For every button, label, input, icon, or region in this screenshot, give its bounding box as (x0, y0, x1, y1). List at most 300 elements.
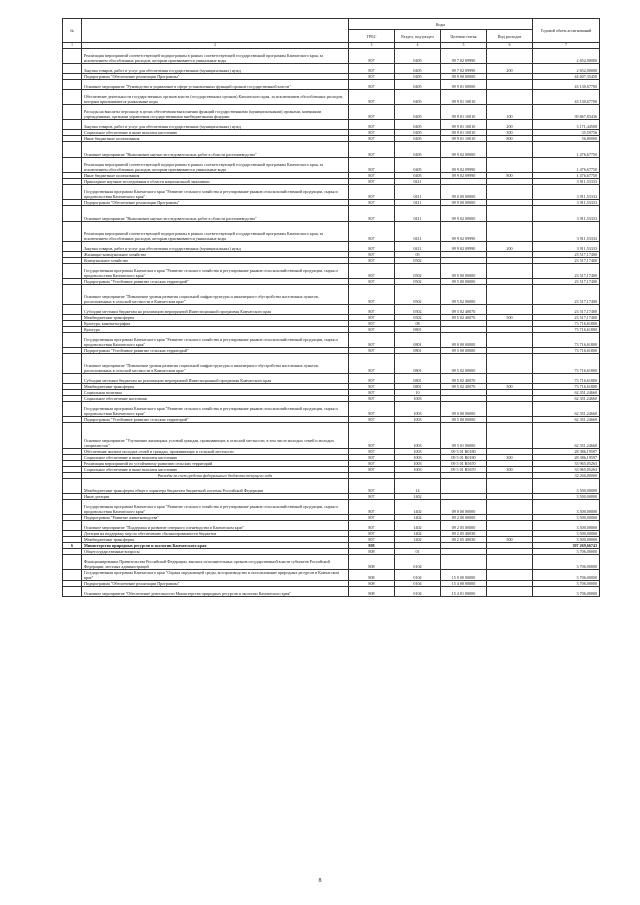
row-name: Субсидии местным бюджетам на реализацию мероприятий Инвестиционной программы Камчатского края (82, 305, 349, 315)
row-celevaya: 09 9 02 00000 (441, 206, 487, 222)
row-grbs: 807 (349, 423, 395, 449)
row-name: Закупка товаров, работ и услуг для обеспечения государственных (муниципальных) нужд (82, 120, 349, 130)
row-celevaya: 09 7 02 09990 (441, 49, 487, 64)
row-grbs: 808 (349, 587, 395, 597)
row-name: Закупка товаров, работ и услуг для обеспечения государственных (муниципальных) нужд (82, 64, 349, 74)
row-razdel: 0502 (395, 305, 441, 315)
row-grbs: 807 (349, 455, 395, 461)
row-grbs: 807 (349, 315, 395, 321)
row-sum: 3 911,53333 (533, 200, 600, 206)
row-name: Дотации на поддержку мер по обеспечению сбалансированности бюджетов (82, 531, 349, 537)
row-razdel: 0104 (395, 555, 441, 570)
row-sum: 62 351,24660 (533, 402, 600, 417)
row-celevaya: 09 5 02 40070 (441, 374, 487, 384)
row-name: Закупка товаров, работ и услуг для обеспечения государственных (муниципальных) нужд (82, 242, 349, 252)
row-name: Реализация мероприятий по устойчивому развитию сельских территорий (82, 461, 349, 467)
row-name: Государственная программа Камчатского края "Развитие сельского хозяйства и регулирование рынков сельскохозяйственной продукции, сырья и продовольствия Камчатского края" (82, 185, 349, 200)
row-celevaya: 09 5 00 00000 (441, 417, 487, 423)
header-grbs: ГРБС (349, 30, 395, 43)
row-sum: 23 517,17400 (533, 252, 600, 258)
row-celevaya: 09 5 01 00000 (441, 423, 487, 449)
row-grbs: 807 (349, 206, 395, 222)
row-grbs: 807 (349, 74, 395, 80)
row-celevaya: 09 2 05 40030 (441, 531, 487, 537)
row-grbs: 807 (349, 402, 395, 417)
row-sum: 56,80000 (533, 136, 600, 142)
row-vid (487, 479, 533, 494)
row-grbs: 807 (349, 130, 395, 136)
row-sum: 3 500,00000 (533, 500, 600, 515)
row-name: Иные бюджетные ассигнования (82, 136, 349, 142)
colnum: 6 (487, 43, 533, 49)
row-name: Обеспечение деятельности государственных органов власти (государственных органов) Камчатского края, за исключением обособленных расходов, которым присваиваются уникальные коды (82, 90, 349, 105)
row-number (63, 242, 82, 252)
row-sum: 39 867,83436 (533, 105, 600, 120)
row-vid: 500 (487, 315, 533, 321)
row-vid (487, 185, 533, 200)
table-row (63, 120, 600, 130)
row-razdel: 1402 (395, 531, 441, 537)
row-vid (487, 354, 533, 374)
row-grbs: 808 (349, 581, 395, 587)
row-razdel: 1402 (395, 494, 441, 500)
colnum: 4 (395, 43, 441, 49)
row-sum: 1 476,67750 (533, 158, 600, 173)
row-vid: 300 (487, 455, 533, 461)
row-razdel: 1003 (395, 402, 441, 417)
row-sum: 2 652,00000 (533, 49, 600, 64)
row-grbs: 807 (349, 384, 395, 390)
table-row (63, 285, 600, 305)
row-grbs: 807 (349, 64, 395, 74)
table-row (63, 90, 600, 105)
row-sum: 28 386,19597 (533, 455, 600, 461)
row-grbs: 807 (349, 500, 395, 515)
row-razdel: 1003 (395, 461, 441, 467)
row-grbs: 807 (349, 374, 395, 384)
row-celevaya: 09 2 05 00000 (441, 521, 487, 531)
row-razdel: 10 (395, 390, 441, 396)
row-sum: 1 476,67750 (533, 173, 600, 179)
row-razdel: 0502 (395, 258, 441, 264)
row-vid: 200 (487, 64, 533, 74)
row-sum: 3 911,53333 (533, 179, 600, 185)
row-razdel: 0801 (395, 327, 441, 333)
row-grbs: 807 (349, 173, 395, 179)
row-razdel: 0502 (395, 264, 441, 279)
row-celevaya: 09 2 05 40030 (441, 537, 487, 543)
row-grbs: 807 (349, 105, 395, 120)
row-grbs: 807 (349, 531, 395, 537)
row-name: Прикладные научные исследования в области национальной экономики (82, 179, 349, 185)
row-sum: 73 716,61800 (533, 374, 600, 384)
colnum: 2 (82, 43, 349, 49)
row-grbs: 807 (349, 354, 395, 374)
row-name: Расходы за счет средств федерального бюджета текущего года (82, 473, 349, 479)
table-row (63, 158, 600, 173)
row-number (63, 80, 82, 90)
row-celevaya: 09 9 02 09990 (441, 173, 487, 179)
row-grbs: 807 (349, 333, 395, 348)
row-razdel: 1402 (395, 515, 441, 521)
row-vid (487, 142, 533, 158)
row-vid: 200 (487, 242, 533, 252)
row-name: Реализация мероприятий соответствующей подпрограммы в рамках соответствующей государственной программы Камчатского края, за исключением обособленных расходов, которым присваиваются уникальные коды (82, 158, 349, 173)
row-name: Реализация мероприятий соответствующей подпрограммы в рамках соответствующей государственной программы Камчатского края, за исключением обособленных расходов, которым присваиваются уникальные коды (82, 222, 349, 242)
row-razdel: 01 (395, 549, 441, 555)
row-celevaya: 09 5 01 R0180 (441, 449, 487, 455)
table-body (63, 49, 600, 597)
row-celevaya: 09 5 02 00000 (441, 285, 487, 305)
row-name: Подпрограмма "Обеспечение реализации Программы" (82, 200, 349, 206)
row-razdel: 0104 (395, 570, 441, 581)
row-sum: 62 351,24660 (533, 417, 600, 423)
row-razdel: 0502 (395, 285, 441, 305)
row-name: Межбюджетные трансферты (82, 315, 349, 321)
row-grbs: 807 (349, 279, 395, 285)
row-razdel: 0405 (395, 136, 441, 142)
row-razdel: 0104 (395, 581, 441, 587)
row-name: Основное мероприятие "Руководство и управление в сфере установленных функций органов государственной власти" (82, 80, 349, 90)
row-razdel: 0502 (395, 315, 441, 321)
row-vid: 100 (487, 105, 533, 120)
row-vid: 800 (487, 136, 533, 142)
row-sum: 32 266,80000 (533, 473, 600, 479)
row-vid: 500 (487, 537, 533, 543)
table-row (63, 555, 600, 570)
row-celevaya: 09 5 01 R5670 (441, 467, 487, 473)
row-grbs: 807 (349, 258, 395, 264)
row-razdel: 0405 (395, 80, 441, 90)
table-row (63, 64, 600, 74)
row-sum: 3 171,44508 (533, 120, 600, 130)
row-razdel: 0411 (395, 242, 441, 252)
row-razdel: 1003 (395, 449, 441, 455)
row-grbs: 807 (349, 80, 395, 90)
row-name: Субсидии местным бюджетам на реализацию мероприятий Инвестиционной программы Камчатского края (82, 374, 349, 384)
row-celevaya (441, 479, 487, 494)
row-sum: 3 500,00000 (533, 521, 600, 531)
row-name: Обеспечение жильем молодых семей и граждан, проживающих в сельской местности (82, 449, 349, 455)
row-name: Основное мероприятие "Повышение уровня развития социальной инфраструктуры и инженерного обустройства населенных пунктов, расположенных в сельской местности в Камчатском крае" (82, 354, 349, 374)
table-row (63, 49, 600, 64)
row-vid: 500 (487, 384, 533, 390)
table-row (63, 185, 600, 200)
row-grbs: 807 (349, 185, 395, 200)
table-row (63, 521, 600, 531)
row-razdel: 1402 (395, 521, 441, 531)
row-razdel: 0801 (395, 374, 441, 384)
row-celevaya: 09 9 02 00000 (441, 142, 487, 158)
row-sum: 1 476,67750 (533, 142, 600, 158)
row-celevaya (441, 555, 487, 570)
row-vid (487, 570, 533, 581)
row-razdel: 05 (395, 252, 441, 258)
row-name: Иные бюджетные ассигнования (82, 173, 349, 179)
row-sum: 33 965,05263 (533, 461, 600, 467)
row-grbs: 807 (349, 252, 395, 258)
row-sum: 23 517,17400 (533, 264, 600, 279)
row-grbs: 808 (349, 555, 395, 570)
row-grbs: 807 (349, 348, 395, 354)
row-number (63, 305, 82, 315)
table-row (63, 264, 600, 279)
colnum: 5 (441, 43, 487, 49)
row-name: Основное мероприятие "Выполнение научно-исследовательских работ в области растениеводства" (82, 206, 349, 222)
row-grbs: 807 (349, 222, 395, 242)
row-razdel: 14 (395, 479, 441, 494)
row-name: Общегосударственные вопросы (82, 549, 349, 555)
table-row (63, 402, 600, 417)
row-number (63, 285, 82, 305)
row-name: Министерство природных ресурсов и экологии Камчатского края (82, 543, 349, 549)
row-vid (487, 333, 533, 348)
row-sum: 23 517,17400 (533, 279, 600, 285)
row-grbs: 807 (349, 179, 395, 185)
budget-table (62, 18, 600, 597)
row-celevaya: 09 9 02 09990 (441, 242, 487, 252)
table-row (63, 354, 600, 374)
row-grbs: 807 (349, 449, 395, 455)
row-sum: 33 965,05263 (533, 467, 600, 473)
row-celevaya: 15 4 01 00000 (441, 587, 487, 597)
row-vid (487, 555, 533, 570)
row-name: Государственная программа Камчатского края "Развитие сельского хозяйства и регулирование рынков сельскохозяйственной продукции, сырья и продовольствия Камчатского края" (82, 264, 349, 279)
row-grbs: 807 (349, 305, 395, 315)
table-row (63, 142, 600, 158)
row-name: Подпрограмма "Обеспечение реализации Программы" (82, 74, 349, 80)
row-grbs: 807 (349, 158, 395, 173)
row-sum: 3 500,00000 (533, 531, 600, 537)
row-razdel: 0405 (395, 173, 441, 179)
colnum: 3 (349, 43, 395, 49)
row-sum: 3 500,00000 (533, 537, 600, 543)
table-row (63, 374, 600, 384)
row-number (63, 64, 82, 74)
row-grbs: 808 (349, 543, 395, 549)
row-sum: 23 517,17400 (533, 258, 600, 264)
row-razdel: 0502 (395, 279, 441, 285)
row-number (63, 555, 82, 570)
row-razdel: 0405 (395, 90, 441, 105)
row-razdel: 0405 (395, 130, 441, 136)
row-grbs: 807 (349, 242, 395, 252)
row-sum: 73 716,61800 (533, 354, 600, 374)
row-number (63, 222, 82, 242)
table-row (63, 423, 600, 449)
row-vid (487, 222, 533, 242)
row-name: Основное мероприятие "Выполнение научно-исследовательских работ в области растениеводства" (82, 142, 349, 158)
header-celevaya: Целевая статья (441, 30, 487, 43)
row-razdel: 1003 (395, 455, 441, 461)
row-sum: 23 517,17400 (533, 285, 600, 305)
row-sum: 28 386,19597 (533, 449, 600, 455)
header-name (82, 19, 349, 43)
row-number (63, 90, 82, 105)
row-name: Культура, кинематография (82, 321, 349, 327)
row-number (63, 105, 82, 120)
row-celevaya: 09 9 02 09990 (441, 158, 487, 173)
row-celevaya: 09 5 01 R5670 (441, 461, 487, 467)
row-name: Социальное обеспечение и иные выплаты населению (82, 130, 349, 136)
row-razdel: 0405 (395, 142, 441, 158)
row-name: Реализация мероприятий соответствующей подпрограммы в рамках соответствующей государственной программы Камчатского края, за исключением обособленных расходов, которым присваиваются уникальные коды (82, 49, 349, 64)
row-razdel: 1402 (395, 537, 441, 543)
row-grbs: 807 (349, 90, 395, 105)
row-razdel: 0405 (395, 64, 441, 74)
row-sum: 3 706,00000 (533, 570, 600, 581)
row-grbs: 807 (349, 285, 395, 305)
row-name: Коммунальное хозяйство (82, 258, 349, 264)
row-name: Межбюджетные трансферты (82, 537, 349, 543)
row-sum: 23 517,17400 (533, 315, 600, 321)
row-name: Подпрограмма "Устойчивое развитие сельских территорий" (82, 348, 349, 354)
row-razdel: 0405 (395, 120, 441, 130)
row-name: Государственная программа Камчатского края "Развитие сельского хозяйства и регулирование рынков сельскохозяйственной продукции, сырья и продовольствия Камчатского края" (82, 333, 349, 348)
row-grbs: 807 (349, 515, 395, 521)
row-name: Межбюджетные трансферты (82, 384, 349, 390)
row-grbs: 808 (349, 570, 395, 581)
row-razdel: 0801 (395, 348, 441, 354)
row-sum: 3 500,00000 (533, 494, 600, 500)
row-name: Иные дотации (82, 494, 349, 500)
row-number (63, 264, 82, 279)
row-celevaya: 09 9 01 10010 (441, 105, 487, 120)
row-celevaya: 15 0 00 00000 (441, 570, 487, 581)
row-grbs: 807 (349, 461, 395, 467)
row-name: Подпрограмма "Устойчивое развитие сельских территорий" (82, 417, 349, 423)
row-celevaya: 09 5 01 R0180 (441, 455, 487, 461)
row-celevaya: 09 0 00 00000 (441, 185, 487, 200)
row-grbs: 807 (349, 327, 395, 333)
row-number (63, 185, 82, 200)
row-razdel: 0801 (395, 333, 441, 348)
row-sum: 73 716,61800 (533, 384, 600, 390)
row-grbs: 807 (349, 120, 395, 130)
row-razdel: 0411 (395, 179, 441, 185)
row-sum: 62 351,24660 (533, 396, 600, 402)
row-razdel: 1003 (395, 396, 441, 402)
row-sum: 73 716,61800 (533, 327, 600, 333)
row-name: Государственная программа Камчатского края "Развитие сельского хозяйства и регулирование рынков сельскохозяйственной продукции, сырья и продовольствия Камчатского края" (82, 402, 349, 417)
row-name: Государственная программа Камчатского края "Развитие сельского хозяйства и регулирование рынков сельскохозяйственной продукции, сырья и продовольствия Камчатского края" (82, 500, 349, 515)
header-razdel: Раздел, под-раздел (395, 30, 441, 43)
row-vid (487, 49, 533, 64)
row-grbs: 807 (349, 537, 395, 543)
row-celevaya: 09 5 00 00000 (441, 279, 487, 285)
row-vid: 300 (487, 467, 533, 473)
row-sum: 3 911,53333 (533, 185, 600, 200)
row-vid (487, 206, 533, 222)
table-row (63, 206, 600, 222)
row-celevaya: 09 9 00 00000 (441, 74, 487, 80)
row-celevaya: 09 9 02 09990 (441, 222, 487, 242)
row-name: Подпрограмма "Развитие животноводства" (82, 515, 349, 521)
row-sum: 2 652,00000 (533, 64, 600, 74)
row-grbs: 807 (349, 49, 395, 64)
row-razdel: 0405 (395, 74, 441, 80)
row-sum: 73 716,61800 (533, 333, 600, 348)
row-razdel: 0104 (395, 587, 441, 597)
row-sum: 3 706,00000 (533, 587, 600, 597)
row-celevaya: 09 5 02 40070 (441, 305, 487, 315)
row-grbs: 808 (349, 549, 395, 555)
row-name: Подпрограмма "Обеспечение реализации Программы" (82, 581, 349, 587)
row-sum: 35,59756 (533, 130, 600, 136)
row-name: Основное мероприятие "Повышение уровня развития социальной инфраструктуры и инженерного обустройства населенных пунктов, расположенных в сельской местности в Камчатском крае" (82, 285, 349, 305)
row-number (63, 521, 82, 531)
row-name: Подпрограмма "Устойчивое развитие сельских территорий" (82, 279, 349, 285)
header-volume: Годовой объем ассигнований (533, 19, 600, 43)
table-row (63, 479, 600, 494)
row-vid (487, 158, 533, 173)
table-row (63, 105, 600, 120)
row-razdel: 1402 (395, 500, 441, 515)
row-razdel: 1003 (395, 417, 441, 423)
row-vid (487, 500, 533, 515)
row-grbs: 807 (349, 321, 395, 327)
row-sum: 3 706,00000 (533, 555, 600, 570)
row-grbs: 807 (349, 136, 395, 142)
row-sum: 3 911,53333 (533, 206, 600, 222)
row-sum: 397 269,66743 (533, 543, 600, 549)
row-grbs: 807 (349, 390, 395, 396)
row-vid (487, 90, 533, 105)
row-name: Государственная программа Камчатского края "Охрана окружающей среды, воспроизводство и использование природных ресурсов в Камчатском крае" (82, 570, 349, 581)
row-vid (487, 402, 533, 417)
row-razdel: 0405 (395, 49, 441, 64)
row-razdel: 0411 (395, 206, 441, 222)
row-grbs: 807 (349, 396, 395, 402)
page-number: 8 (318, 878, 322, 884)
row-name: Межбюджетные трансферты общего характера бюджетам бюджетной системы Российской Федерации (82, 479, 349, 494)
table-row (63, 242, 600, 252)
table-row (63, 500, 600, 515)
row-celevaya: 09 0 00 00000 (441, 500, 487, 515)
row-sum: 3 500,00000 (533, 479, 600, 494)
row-vid (487, 285, 533, 305)
row-name: Социальное обеспечение населения (82, 396, 349, 402)
row-sum: 73 716,61800 (533, 348, 600, 354)
row-sum: 43 130,67700 (533, 80, 600, 90)
colnum: 1 (63, 43, 82, 49)
table-row (63, 80, 600, 90)
row-sum: 62 351,24660 (533, 390, 600, 396)
row-celevaya: 09 5 02 40070 (441, 384, 487, 390)
row-celevaya: 09 0 00 00000 (441, 402, 487, 417)
row-number (63, 423, 82, 449)
row-name: Социальное обеспечение и иные выплаты населению (82, 455, 349, 461)
row-celevaya: 09 9 01 10010 (441, 130, 487, 136)
row-name: Расходы на выплаты персоналу в целях обеспечения выполнения функций государственными (муниципальными) органами, казенными учреждениями, органами управления государственными внебюджетными фондами (82, 105, 349, 120)
row-sum: 3 500,00000 (533, 515, 600, 521)
row-grbs: 807 (349, 200, 395, 206)
row-grbs: 807 (349, 264, 395, 279)
row-razdel: 08 (395, 321, 441, 327)
row-razdel: 0411 (395, 222, 441, 242)
row-celevaya: 09 5 02 40070 (441, 315, 487, 321)
row-celevaya: 09 9 01 10010 (441, 90, 487, 105)
row-sum: 3 706,00000 (533, 549, 600, 555)
row-razdel: 1003 (395, 423, 441, 449)
row-vid (487, 264, 533, 279)
row-razdel: 0801 (395, 354, 441, 374)
row-name: Социальное обеспечение и иные выплаты населению (82, 467, 349, 473)
row-vid (487, 374, 533, 384)
row-razdel: 0405 (395, 105, 441, 120)
row-number (63, 500, 82, 515)
header-num: № (63, 19, 82, 43)
